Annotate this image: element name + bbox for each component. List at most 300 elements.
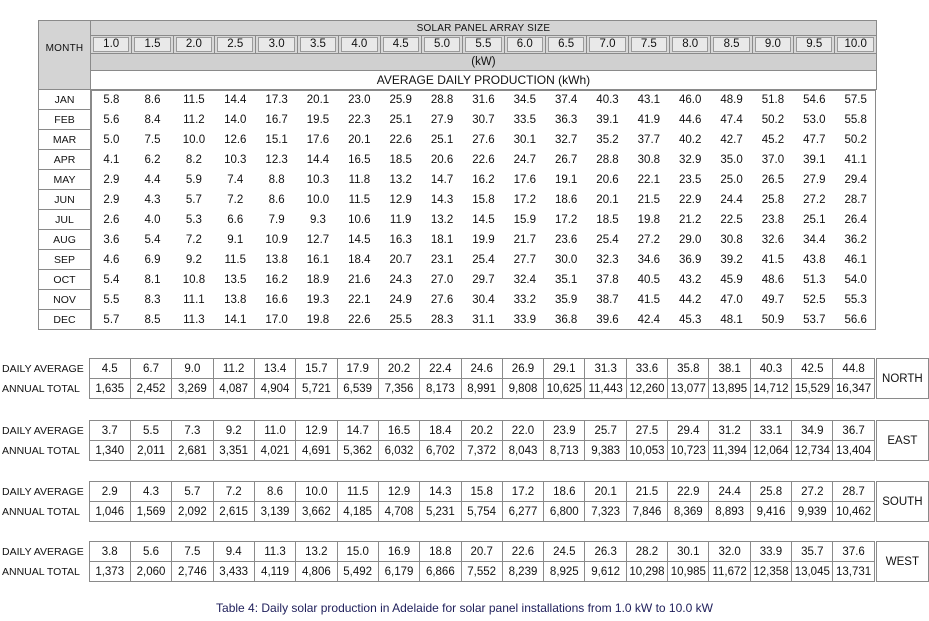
- annual-total-cell: 8,893: [709, 502, 750, 522]
- daily-average-cell: 20.2: [378, 359, 419, 379]
- production-cell: 34.5: [513, 93, 536, 106]
- annual-total-cell: 9,383: [585, 441, 626, 461]
- daily-average-cell: 16.9: [378, 542, 419, 562]
- month-label: DEC: [39, 310, 91, 330]
- table-row: [39, 90, 877, 110]
- daily-average-cell: 11.0: [254, 421, 295, 441]
- production-cell: 31.6: [472, 93, 495, 106]
- daily-average-cell: 11.3: [254, 542, 295, 562]
- production-cell: 9.2: [185, 253, 202, 266]
- array-size-value: 8.5: [713, 37, 749, 52]
- spacer: [874, 562, 876, 582]
- daily-average-cell: 10.0: [296, 482, 337, 502]
- production-cell: 47.4: [720, 113, 743, 126]
- array-size-value: 4.0: [341, 37, 377, 52]
- annual-total-cell: 6,179: [378, 562, 419, 582]
- annual-total-label: ANNUAL TOTAL: [2, 382, 80, 395]
- production-cell: 48.1: [720, 313, 743, 326]
- production-cell: 5.9: [185, 173, 202, 186]
- daily-average-cell: 33.1: [750, 421, 791, 441]
- spacer: [874, 502, 876, 522]
- production-cell: 20.1: [348, 133, 371, 146]
- annual-total-cell: 2,746: [172, 562, 213, 582]
- production-cell: 8.4: [144, 113, 161, 126]
- production-cell: 44.2: [679, 293, 702, 306]
- production-cell: 12.3: [265, 153, 288, 166]
- daily-average-cell: 33.9: [750, 542, 791, 562]
- annual-total-cell: 2,011: [130, 441, 171, 461]
- daily-average-cell: 13.2: [296, 542, 337, 562]
- annual-total-cell: 4,185: [337, 502, 378, 522]
- annual-total-cell: 4,806: [296, 562, 337, 582]
- production-cell: 25.1: [803, 213, 826, 226]
- production-cell: 18.4: [348, 253, 371, 266]
- daily-average-cell: 3.7: [89, 421, 130, 441]
- production-cell: 13.8: [265, 253, 288, 266]
- daily-average-cell: 21.5: [626, 482, 667, 502]
- table-row: [39, 130, 877, 150]
- production-cell: 8.6: [268, 193, 285, 206]
- array-size-value: 6.5: [548, 37, 584, 52]
- spacer: [874, 441, 876, 461]
- orientation-label: WEST: [876, 542, 928, 582]
- production-cell: 7.2: [227, 193, 244, 206]
- annual-total-cell: 5,362: [337, 441, 378, 461]
- production-cell: 25.1: [389, 113, 412, 126]
- production-cell: 14.1: [224, 313, 247, 326]
- production-cell: 40.5: [637, 273, 661, 286]
- annual-total-cell: 4,691: [296, 441, 337, 461]
- production-cell: 5.3: [185, 213, 202, 226]
- annual-total-cell: 7,552: [461, 562, 502, 582]
- production-cell: 46.0: [679, 93, 702, 106]
- annual-total-cell: 6,702: [420, 441, 461, 461]
- orientation-label: SOUTH: [876, 482, 928, 522]
- annual-total-cell: 12,260: [626, 379, 667, 399]
- production-cell: 30.4: [472, 293, 495, 306]
- production-cell: 25.1: [430, 133, 454, 146]
- daily-average-cell: 6.7: [130, 359, 171, 379]
- production-cell: 34.4: [803, 233, 826, 246]
- production-cell: 21.2: [679, 213, 702, 226]
- daily-average-cell: 34.9: [792, 421, 833, 441]
- daily-average-cell: 18.6: [544, 482, 585, 502]
- production-cell: 2.6: [103, 213, 120, 226]
- production-cell: 5.4: [144, 233, 161, 246]
- production-cell: 21.7: [513, 233, 536, 246]
- production-cell: 22.1: [637, 173, 661, 186]
- daily-average-cell: 22.0: [502, 421, 543, 441]
- production-cell: 26.5: [761, 173, 785, 186]
- production-cell: 8.6: [144, 93, 161, 106]
- annual-total-cell: 8,369: [668, 502, 709, 522]
- production-cell: 29.4: [844, 173, 867, 186]
- array-size-value: 2.0: [176, 37, 212, 52]
- array-size-value: 8.0: [672, 37, 708, 52]
- daily-average-cell: 11.2: [213, 359, 254, 379]
- daily-average-cell: 24.5: [544, 542, 585, 562]
- production-cell: 27.6: [430, 293, 454, 306]
- production-cell: 32.4: [513, 273, 536, 286]
- daily-average-label: DAILY AVERAGE: [2, 545, 84, 558]
- daily-average-cell: 18.4: [420, 421, 461, 441]
- daily-average-cell: 12.9: [296, 421, 337, 441]
- production-cell: 24.3: [389, 273, 412, 286]
- daily-average-cell: 4.3: [130, 482, 171, 502]
- daily-average-cell: 35.8: [668, 359, 709, 379]
- production-cell: 7.2: [185, 233, 202, 246]
- annual-total-cell: 14,712: [750, 379, 791, 399]
- production-cell: 55.8: [844, 113, 867, 126]
- table-row: [39, 270, 877, 290]
- production-cell: 23.6: [554, 233, 578, 246]
- production-cell: 17.2: [513, 193, 536, 206]
- production-cell: 2.9: [103, 193, 120, 206]
- array-size-value: 7.0: [589, 37, 625, 52]
- production-cell: 7.4: [227, 173, 244, 186]
- array-size-header: [752, 36, 793, 54]
- production-cell: 25.0: [720, 173, 743, 186]
- production-cell: 47.0: [720, 293, 743, 306]
- production-cell: 4.0: [144, 213, 161, 226]
- production-cell: 34.6: [637, 253, 661, 266]
- annual-total-cell: 2,615: [213, 502, 254, 522]
- summary-table-south: [0, 481, 929, 522]
- production-cell: 35.1: [554, 273, 578, 286]
- production-cell: 17.2: [554, 213, 578, 226]
- production-cell: 30.0: [554, 253, 578, 266]
- array-size-header: [504, 36, 545, 54]
- array-size-value: 7.5: [631, 37, 667, 52]
- array-size-header: [794, 36, 835, 54]
- annual-total-cell: 16,347: [833, 379, 874, 399]
- array-size-title: SOLAR PANEL ARRAY SIZE: [91, 21, 877, 36]
- production-cell: 18.9: [306, 273, 330, 286]
- daily-average-cell: 11.5: [337, 482, 378, 502]
- array-size-value: 10.0: [837, 37, 873, 52]
- production-cell: 2.9: [103, 173, 120, 186]
- production-cell: 36.9: [679, 253, 702, 266]
- size-title-row: [39, 21, 877, 36]
- annual-total-cell: 12,064: [750, 441, 791, 461]
- unit-label: (kW): [91, 54, 877, 71]
- production-cell: 7.9: [268, 213, 285, 226]
- monthly-production-table: [38, 20, 877, 330]
- annual-total-cell: 5,231: [420, 502, 461, 522]
- array-size-value: 1.5: [134, 37, 170, 52]
- daily-average-cell: 40.3: [750, 359, 791, 379]
- production-cell: 30.8: [637, 153, 661, 166]
- production-cell: 14.5: [472, 213, 495, 226]
- daily-average-cell: 7.5: [172, 542, 213, 562]
- annual-total-row: [0, 379, 929, 399]
- production-cell: 30.1: [513, 133, 536, 146]
- production-cell: 25.4: [596, 233, 619, 246]
- table-row: [39, 190, 877, 210]
- production-cell: 20.6: [596, 173, 619, 186]
- month-label: APR: [39, 150, 91, 170]
- production-cell: 14.5: [348, 233, 371, 246]
- annual-total-cell: 6,277: [502, 502, 543, 522]
- annual-total-cell: 13,045: [792, 562, 833, 582]
- production-cell: 5.6: [103, 113, 120, 126]
- daily-average-label: DAILY AVERAGE: [2, 362, 84, 375]
- production-cell: 28.7: [844, 193, 867, 206]
- production-cell: 57.5: [844, 93, 867, 106]
- production-cell: 28.3: [430, 313, 454, 326]
- average-production-title: AVERAGE DAILY PRODUCTION (kWh): [91, 71, 877, 90]
- production-cell: 39.1: [803, 153, 826, 166]
- production-cell: 5.7: [185, 193, 202, 206]
- production-cell: 28.8: [430, 93, 454, 106]
- annual-total-cell: 10,723: [668, 441, 709, 461]
- production-cell: 24.7: [513, 153, 536, 166]
- production-cell: 50.2: [844, 133, 867, 146]
- production-cell: 32.9: [679, 153, 702, 166]
- daily-average-row: [0, 482, 929, 502]
- production-cell: 11.2: [183, 113, 205, 126]
- production-cell: 43.8: [803, 253, 826, 266]
- annual-total-cell: 9,612: [585, 562, 626, 582]
- annual-total-cell: 7,372: [461, 441, 502, 461]
- daily-average-cell: 38.1: [709, 359, 750, 379]
- production-cell: 11.5: [348, 193, 371, 206]
- production-cell: 14.4: [224, 93, 247, 106]
- annual-total-cell: 8,173: [420, 379, 461, 399]
- daily-average-cell: 2.9: [89, 482, 130, 502]
- production-cell: 19.8: [306, 313, 330, 326]
- month-column-header: MONTH: [39, 21, 91, 90]
- production-cell: 40.3: [596, 93, 619, 106]
- orientation-label: NORTH: [876, 359, 928, 399]
- production-cell: 27.9: [430, 113, 454, 126]
- daily-average-cell: 14.7: [337, 421, 378, 441]
- array-size-header: [215, 36, 256, 54]
- average-title-row: [39, 71, 877, 90]
- daily-average-cell: 22.6: [502, 542, 543, 562]
- production-cell: 37.8: [596, 273, 619, 286]
- annual-total-cell: 1,046: [89, 502, 130, 522]
- array-size-header: [256, 36, 297, 54]
- production-cell: 23.0: [348, 93, 371, 106]
- production-cell: 43.2: [679, 273, 702, 286]
- production-cell: 25.9: [389, 93, 412, 106]
- production-cell: 5.7: [103, 313, 120, 326]
- month-label: MAR: [39, 130, 91, 150]
- daily-average-cell: 25.8: [750, 482, 791, 502]
- array-size-header: [421, 36, 462, 54]
- production-cell: 20.1: [306, 93, 330, 106]
- annual-total-cell: 2,681: [172, 441, 213, 461]
- production-cell: 22.6: [348, 313, 371, 326]
- daily-average-cell: 31.2: [709, 421, 750, 441]
- daily-average-cell: 9.0: [172, 359, 213, 379]
- daily-average-cell: 9.2: [213, 421, 254, 441]
- daily-average-cell: 5.7: [172, 482, 213, 502]
- daily-average-cell: 30.1: [668, 542, 709, 562]
- production-cell: 7.5: [144, 133, 161, 146]
- production-cell: 13.2: [389, 173, 412, 186]
- daily-average-cell: 7.2: [213, 482, 254, 502]
- production-cell: 27.7: [513, 253, 536, 266]
- daily-average-cell: 24.4: [709, 482, 750, 502]
- table-row: [39, 290, 877, 310]
- array-size-value: 4.5: [383, 37, 419, 52]
- table-row: [39, 230, 877, 250]
- production-cell: 44.6: [679, 113, 702, 126]
- array-size-header: [463, 36, 504, 54]
- production-cell: 17.6: [306, 133, 330, 146]
- production-cell: 9.3: [309, 213, 326, 226]
- annual-total-cell: 13,731: [833, 562, 874, 582]
- array-size-header: [132, 36, 173, 54]
- production-cell: 16.6: [265, 293, 288, 306]
- production-cell: 13.5: [224, 273, 247, 286]
- production-cell: 54.0: [844, 273, 867, 286]
- daily-average-cell: 16.5: [378, 421, 419, 441]
- production-cell: 41.9: [637, 113, 661, 126]
- production-cell: 35.0: [720, 153, 743, 166]
- array-size-header: [339, 36, 380, 54]
- production-cell: 24.9: [389, 293, 412, 306]
- production-cell: 36.8: [554, 313, 578, 326]
- production-cell: 8.2: [185, 153, 202, 166]
- production-cell: 6.2: [144, 153, 161, 166]
- production-cell: 30.7: [472, 113, 495, 126]
- annual-total-cell: 11,672: [709, 562, 750, 582]
- production-cell: 4.6: [103, 253, 120, 266]
- annual-total-cell: 5,492: [337, 562, 378, 582]
- daily-average-cell: 12.9: [378, 482, 419, 502]
- production-cell: 14.7: [430, 173, 454, 186]
- production-cell: 16.5: [348, 153, 371, 166]
- production-cell: 8.3: [144, 293, 161, 306]
- production-cell: 4.3: [144, 193, 161, 206]
- daily-average-cell: 3.8: [89, 542, 130, 562]
- production-cell: 4.1: [103, 153, 120, 166]
- production-cell: 17.0: [265, 313, 288, 326]
- table-row: [39, 110, 877, 130]
- month-label: JUN: [39, 190, 91, 210]
- daily-average-cell: 5.6: [130, 542, 171, 562]
- production-cell: 42.4: [637, 313, 661, 326]
- production-cell: 23.8: [761, 213, 785, 226]
- array-size-header: [835, 36, 876, 54]
- production-cell: 22.3: [348, 113, 371, 126]
- daily-average-cell: 15.7: [296, 359, 337, 379]
- production-cell: 52.5: [803, 293, 826, 306]
- production-cell: 30.8: [720, 233, 743, 246]
- production-cell: 26.7: [554, 153, 578, 166]
- daily-average-cell: 36.7: [833, 421, 874, 441]
- production-cell: 19.9: [472, 233, 495, 246]
- production-cell: 13.2: [430, 213, 454, 226]
- production-cell: 5.5: [103, 293, 120, 306]
- annual-total-cell: 2,092: [172, 502, 213, 522]
- array-size-header: [670, 36, 711, 54]
- production-cell: 11.5: [224, 253, 247, 266]
- daily-average-cell: 25.7: [585, 421, 626, 441]
- daily-average-label: DAILY AVERAGE: [2, 424, 84, 437]
- production-cell: 20.7: [389, 253, 412, 266]
- annual-total-cell: 4,904: [254, 379, 295, 399]
- daily-average-cell: 33.6: [626, 359, 667, 379]
- annual-total-cell: 15,529: [792, 379, 833, 399]
- production-cell: 12.7: [306, 233, 330, 246]
- production-cell: 10.3: [224, 153, 247, 166]
- production-cell: 37.7: [637, 133, 661, 146]
- array-size-header: [297, 36, 338, 54]
- annual-total-cell: 4,119: [254, 562, 295, 582]
- production-cell: 15.8: [472, 193, 495, 206]
- unit-row: [39, 54, 877, 71]
- annual-total-cell: 3,269: [172, 379, 213, 399]
- summary-table-west: [0, 541, 929, 582]
- array-size-value: 9.5: [796, 37, 832, 52]
- array-size-value: 2.5: [217, 37, 253, 52]
- annual-total-cell: 3,139: [254, 502, 295, 522]
- production-cell: 23.5: [679, 173, 702, 186]
- production-cell: 25.5: [389, 313, 412, 326]
- production-cell: 27.0: [430, 273, 454, 286]
- production-cell: 35.2: [596, 133, 619, 146]
- daily-average-cell: 13.4: [254, 359, 295, 379]
- production-cell: 56.6: [844, 313, 867, 326]
- annual-total-cell: 10,298: [626, 562, 667, 582]
- annual-total-cell: 6,032: [378, 441, 419, 461]
- production-cell: 16.7: [265, 113, 288, 126]
- annual-total-row: [0, 441, 929, 461]
- production-cell: 31.1: [472, 313, 495, 326]
- production-cell: 27.9: [803, 173, 826, 186]
- production-cell: 15.1: [265, 133, 288, 146]
- table-row: [39, 310, 877, 330]
- annual-total-cell: 4,021: [254, 441, 295, 461]
- production-cell: 35.9: [554, 293, 578, 306]
- production-cell: 18.1: [430, 233, 454, 246]
- production-cell: 8.1: [144, 273, 161, 286]
- annual-total-cell: 11,394: [709, 441, 750, 461]
- production-cell: 4.4: [144, 173, 161, 186]
- daily-average-cell: 37.6: [833, 542, 874, 562]
- production-cell: 18.6: [554, 193, 578, 206]
- annual-total-cell: 9,808: [502, 379, 543, 399]
- production-cell: 10.8: [182, 273, 206, 286]
- annual-total-cell: 6,800: [544, 502, 585, 522]
- annual-total-cell: 1,340: [89, 441, 130, 461]
- summary-table-north: [0, 358, 929, 399]
- production-cell: 46.1: [844, 253, 867, 266]
- daily-average-cell: 28.2: [626, 542, 667, 562]
- annual-total-cell: 9,416: [750, 502, 791, 522]
- production-cell: 32.3: [596, 253, 619, 266]
- production-cell: 14.0: [224, 113, 247, 126]
- daily-average-cell: 17.2: [502, 482, 543, 502]
- annual-total-cell: 7,356: [378, 379, 419, 399]
- production-cell: 45.2: [761, 133, 785, 146]
- annual-total-cell: 7,323: [585, 502, 626, 522]
- annual-total-cell: 5,754: [461, 502, 502, 522]
- production-cell: 17.3: [265, 93, 288, 106]
- production-cell: 15.9: [513, 213, 536, 226]
- daily-average-cell: 8.6: [254, 482, 295, 502]
- month-label: OCT: [39, 270, 91, 290]
- array-size-value: 1.0: [93, 37, 129, 52]
- production-cell: 19.8: [637, 213, 661, 226]
- array-size-row: [39, 36, 877, 54]
- annual-total-cell: 8,239: [502, 562, 543, 582]
- production-cell: 39.6: [596, 313, 619, 326]
